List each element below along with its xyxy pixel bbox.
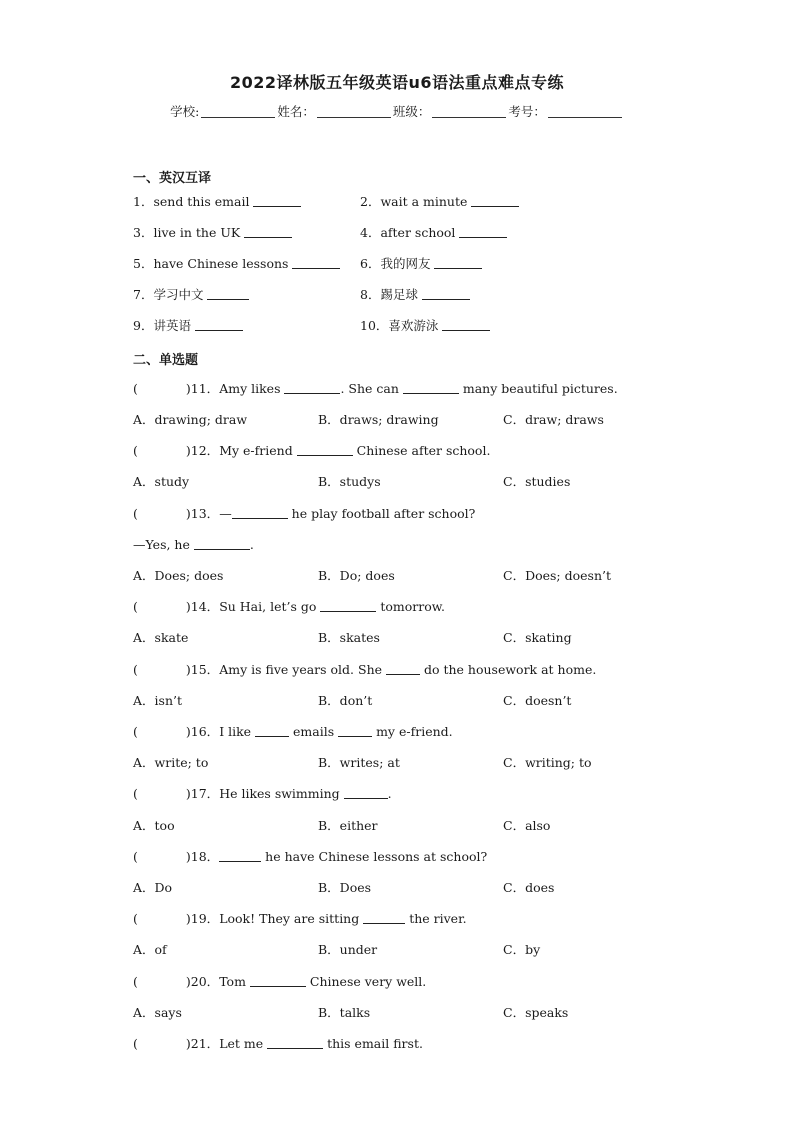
question-row: ( )21．Let me this email first. xyxy=(133,1036,423,1051)
option-b[interactable]: B．draws; drawing xyxy=(318,412,439,427)
translation-item: 10．喜欢游泳 xyxy=(360,317,490,335)
answer-blank[interactable] xyxy=(292,256,340,269)
answer-blank[interactable] xyxy=(320,599,376,612)
option-c[interactable]: C．skating xyxy=(503,630,572,645)
option-a[interactable]: A．Does; does xyxy=(133,568,224,583)
option-b[interactable]: B．either xyxy=(318,818,378,833)
answer-blank[interactable] xyxy=(363,911,405,924)
option-a[interactable]: A．write; to xyxy=(133,755,209,770)
option-a[interactable]: A．isn’t xyxy=(133,693,182,708)
answer-blank[interactable] xyxy=(250,974,306,987)
translation-item: 3．live in the UK xyxy=(133,224,292,242)
answer-blank[interactable] xyxy=(459,225,507,238)
option-a[interactable]: A．too xyxy=(133,818,175,833)
answer-blank[interactable] xyxy=(194,537,250,550)
question-row: ( )17．He likes swimming . xyxy=(133,786,392,801)
answer-blank[interactable] xyxy=(338,724,372,737)
translation-row xyxy=(0,286,794,304)
answer-blank[interactable] xyxy=(219,849,261,862)
answer-blank[interactable] xyxy=(471,194,519,207)
translation-item: 2．wait a minute xyxy=(360,193,519,211)
option-c[interactable]: C．doesn’t xyxy=(503,693,572,708)
question-row: ( )11．Amy likes . She can many beautiful pictures. xyxy=(133,381,618,396)
option-a[interactable]: A．study xyxy=(133,474,190,489)
class-label: 班级： xyxy=(392,104,431,119)
question-row: ( )12．My e-friend Chinese after school. xyxy=(133,443,491,458)
option-c[interactable]: C．speaks xyxy=(503,1005,569,1020)
option-a[interactable]: A．of xyxy=(133,942,167,957)
answer-blank[interactable] xyxy=(195,318,243,331)
answer-blank[interactable] xyxy=(244,225,292,238)
option-c[interactable]: C．by xyxy=(503,942,541,957)
option-c[interactable]: C．does xyxy=(503,880,555,895)
section-heading-multiple-choice: 二、单选题 xyxy=(133,353,199,368)
answer-blank[interactable] xyxy=(267,1036,323,1049)
translation-item: 8．踢足球 xyxy=(360,286,470,304)
translation-item: 5．have Chinese lessons xyxy=(133,255,340,273)
answer-blank[interactable] xyxy=(297,443,353,456)
question-row: ( )13．— he play football after school? xyxy=(133,506,476,521)
option-a[interactable]: A．skate xyxy=(133,630,189,645)
translation-row xyxy=(0,255,794,273)
translation-item: 9．讲英语 xyxy=(133,317,243,335)
answer-blank[interactable] xyxy=(403,381,459,394)
option-b[interactable]: B．skates xyxy=(318,630,380,645)
name-label: 姓名： xyxy=(277,104,315,119)
option-c[interactable]: C．Does; doesn’t xyxy=(503,568,611,583)
options-row xyxy=(0,411,794,429)
option-b[interactable]: B．writes; at xyxy=(318,755,400,770)
answer-blank[interactable] xyxy=(386,662,420,675)
question-row: ( )20．Tom Chinese very well. xyxy=(133,974,427,989)
school-label: 学校: xyxy=(170,104,200,119)
options-row xyxy=(0,1004,794,1022)
options-row xyxy=(0,629,794,647)
translation-row xyxy=(0,317,794,335)
translation-row xyxy=(0,224,794,242)
question-row: ( )14．Su Hai, let’s go tomorrow. xyxy=(133,599,445,614)
question-row-continued: —Yes, he . xyxy=(133,537,254,552)
option-b[interactable]: B．under xyxy=(318,942,378,957)
option-b[interactable]: B．Does xyxy=(318,880,372,895)
option-a[interactable]: A．drawing; draw xyxy=(133,412,248,427)
option-c[interactable]: C．also xyxy=(503,818,551,833)
translation-item: 6．我的网友 xyxy=(360,255,482,273)
translation-item: 1．send this email xyxy=(133,193,301,211)
translation-item: 7．学习中文 xyxy=(133,286,249,304)
option-b[interactable]: B．studys xyxy=(318,474,381,489)
section-heading-translation: 一、英汉互译 xyxy=(133,171,212,186)
option-c[interactable]: C．draw; draws xyxy=(503,412,604,427)
question-row: ( )15．Amy is five years old. She do the housework at home. xyxy=(133,662,597,677)
question-row: ( )19．Look! They are sitting the river. xyxy=(133,911,467,926)
option-c[interactable]: C．studies xyxy=(503,474,571,489)
options-row xyxy=(0,692,794,710)
number-field[interactable] xyxy=(548,105,622,118)
translation-item: 4．after school xyxy=(360,224,507,242)
options-row xyxy=(0,879,794,897)
answer-blank[interactable] xyxy=(253,194,301,207)
option-b[interactable]: B．talks xyxy=(318,1005,371,1020)
answer-blank[interactable] xyxy=(344,786,388,799)
name-field[interactable] xyxy=(317,105,391,118)
options-row xyxy=(0,817,794,835)
answer-blank[interactable] xyxy=(422,287,470,300)
option-a[interactable]: A．says xyxy=(133,1005,182,1020)
answer-blank[interactable] xyxy=(434,256,482,269)
translation-row xyxy=(0,193,794,211)
question-row: ( )16．I like emails my e-friend. xyxy=(133,724,453,739)
answer-blank[interactable] xyxy=(255,724,289,737)
option-c[interactable]: C．writing; to xyxy=(503,755,592,770)
options-row xyxy=(0,473,794,491)
answer-blank[interactable] xyxy=(284,381,340,394)
page-title: 2022译林版五年级英语u6语法重点难点专练 xyxy=(229,73,565,92)
option-b[interactable]: B．Do; does xyxy=(318,568,395,583)
student-info-line xyxy=(0,102,794,120)
question-row: ( )18． he have Chinese lessons at school? xyxy=(133,849,488,864)
class-field[interactable] xyxy=(432,105,506,118)
answer-blank[interactable] xyxy=(232,506,288,519)
number-label: 考号： xyxy=(508,104,546,119)
answer-blank[interactable] xyxy=(442,318,490,331)
school-field[interactable] xyxy=(201,105,275,118)
option-b[interactable]: B．don’t xyxy=(318,693,373,708)
options-row xyxy=(0,567,794,585)
answer-blank[interactable] xyxy=(207,287,249,300)
option-a[interactable]: A．Do xyxy=(133,880,173,895)
options-row xyxy=(0,941,794,959)
options-row xyxy=(0,754,794,772)
